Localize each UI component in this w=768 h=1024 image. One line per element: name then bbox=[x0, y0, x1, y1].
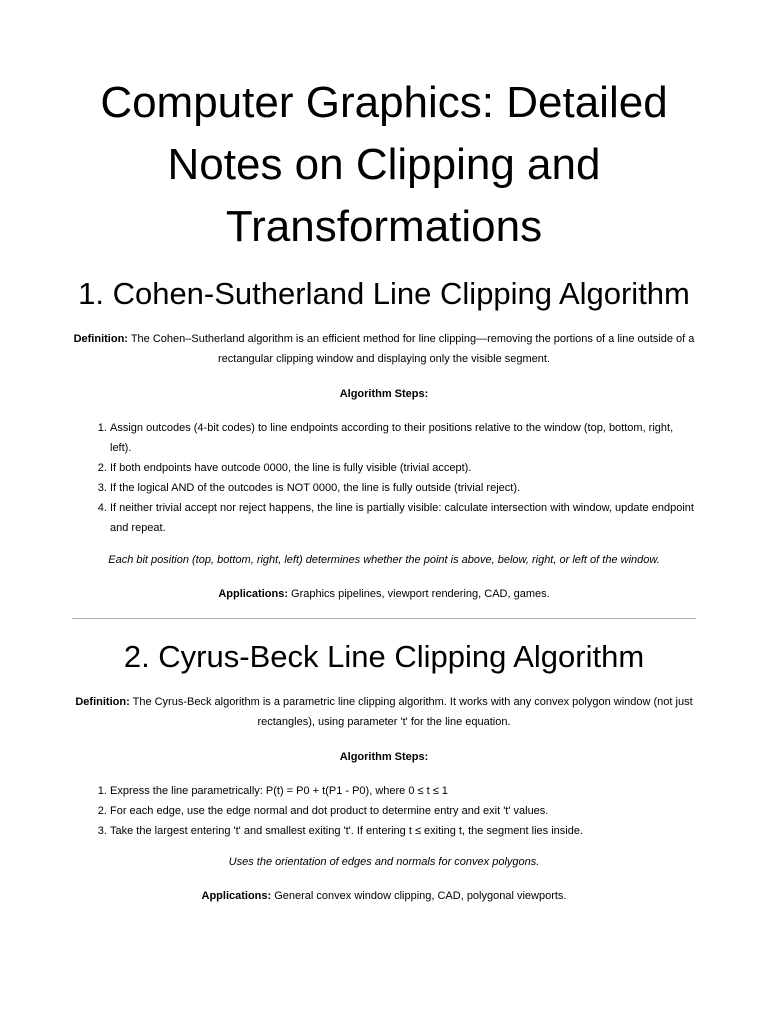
steps-heading: Algorithm Steps: bbox=[339, 388, 429, 400]
section-heading: 1. Cohen-Sutherland Line Clipping Algorithm bbox=[78, 276, 690, 311]
list-item: 1. Express the line parametrically: P(t) = P0 + t(P1 - P0), where 0 ≤ t ≤ 1 bbox=[110, 781, 696, 801]
section-cohen-sutherland bbox=[72, 273, 696, 604]
applications-paragraph bbox=[72, 886, 696, 906]
italic-note: Each bit position (top, bottom, right, left) determines whether the point is above, below, right, or left of the window. bbox=[108, 554, 660, 566]
document-title: Computer Graphics: Detailed Notes on Clipping and Transformations bbox=[100, 78, 668, 251]
list-item: 3. Take the largest entering 't' and smallest exiting 't'. If entering t ≤ exiting t, the segment lies inside. bbox=[110, 821, 696, 841]
list-item: 1. Assign outcodes (4-bit codes) to line endpoints according to their positions relative to the window (top, bottom, right, left). bbox=[110, 418, 696, 458]
section-heading: 2. Cyrus-Beck Line Clipping Algorithm bbox=[123, 639, 645, 674]
definition-text: The Cyrus-Beck algorithm is a parametric line clipping algorithm. It works with any convex polygon window (not just rectangles), using parameter 't' for the line equation. bbox=[129, 696, 693, 728]
applications-text: General convex window clipping, CAD, polygonal viewports. bbox=[271, 890, 567, 902]
applications-label: Applications: bbox=[201, 890, 272, 902]
applications-paragraph bbox=[72, 584, 696, 604]
definition-text: The Cohen–Sutherland algorithm is an efficient method for line clipping—removing the portions of a line outside of a rectangular clipping window and displaying only the visible segment. bbox=[127, 333, 695, 365]
italic-note: Uses the orientation of edges and normals for convex polygons. bbox=[228, 856, 540, 868]
section-divider bbox=[72, 618, 696, 619]
list-item: 3. If the logical AND of the outcodes is NOT 0000, the line is fully outside (trivial reject). bbox=[110, 478, 696, 498]
steps-list bbox=[72, 781, 696, 841]
list-item: 2. For each edge, use the edge normal and dot product to determine entry and exit 't' values. bbox=[110, 801, 696, 821]
applications-text: Graphics pipelines, viewport rendering, CAD, games. bbox=[287, 588, 550, 600]
steps-heading: Algorithm Steps: bbox=[339, 751, 429, 763]
definition-label: Definition: bbox=[73, 333, 128, 345]
applications-label: Applications: bbox=[218, 588, 288, 600]
definition-paragraph bbox=[72, 329, 696, 369]
list-item: 2. If both endpoints have outcode 0000, the line is fully visible (trivial accept). bbox=[110, 458, 696, 478]
definition-label: Definition: bbox=[75, 696, 130, 708]
list-item: 4. If neither trivial accept nor reject happens, the line is partially visible: calculate intersection with window, update endpoint and repeat. bbox=[110, 498, 696, 538]
section-cyrus-beck bbox=[72, 636, 696, 906]
definition-paragraph bbox=[72, 692, 696, 732]
steps-list bbox=[72, 418, 696, 538]
